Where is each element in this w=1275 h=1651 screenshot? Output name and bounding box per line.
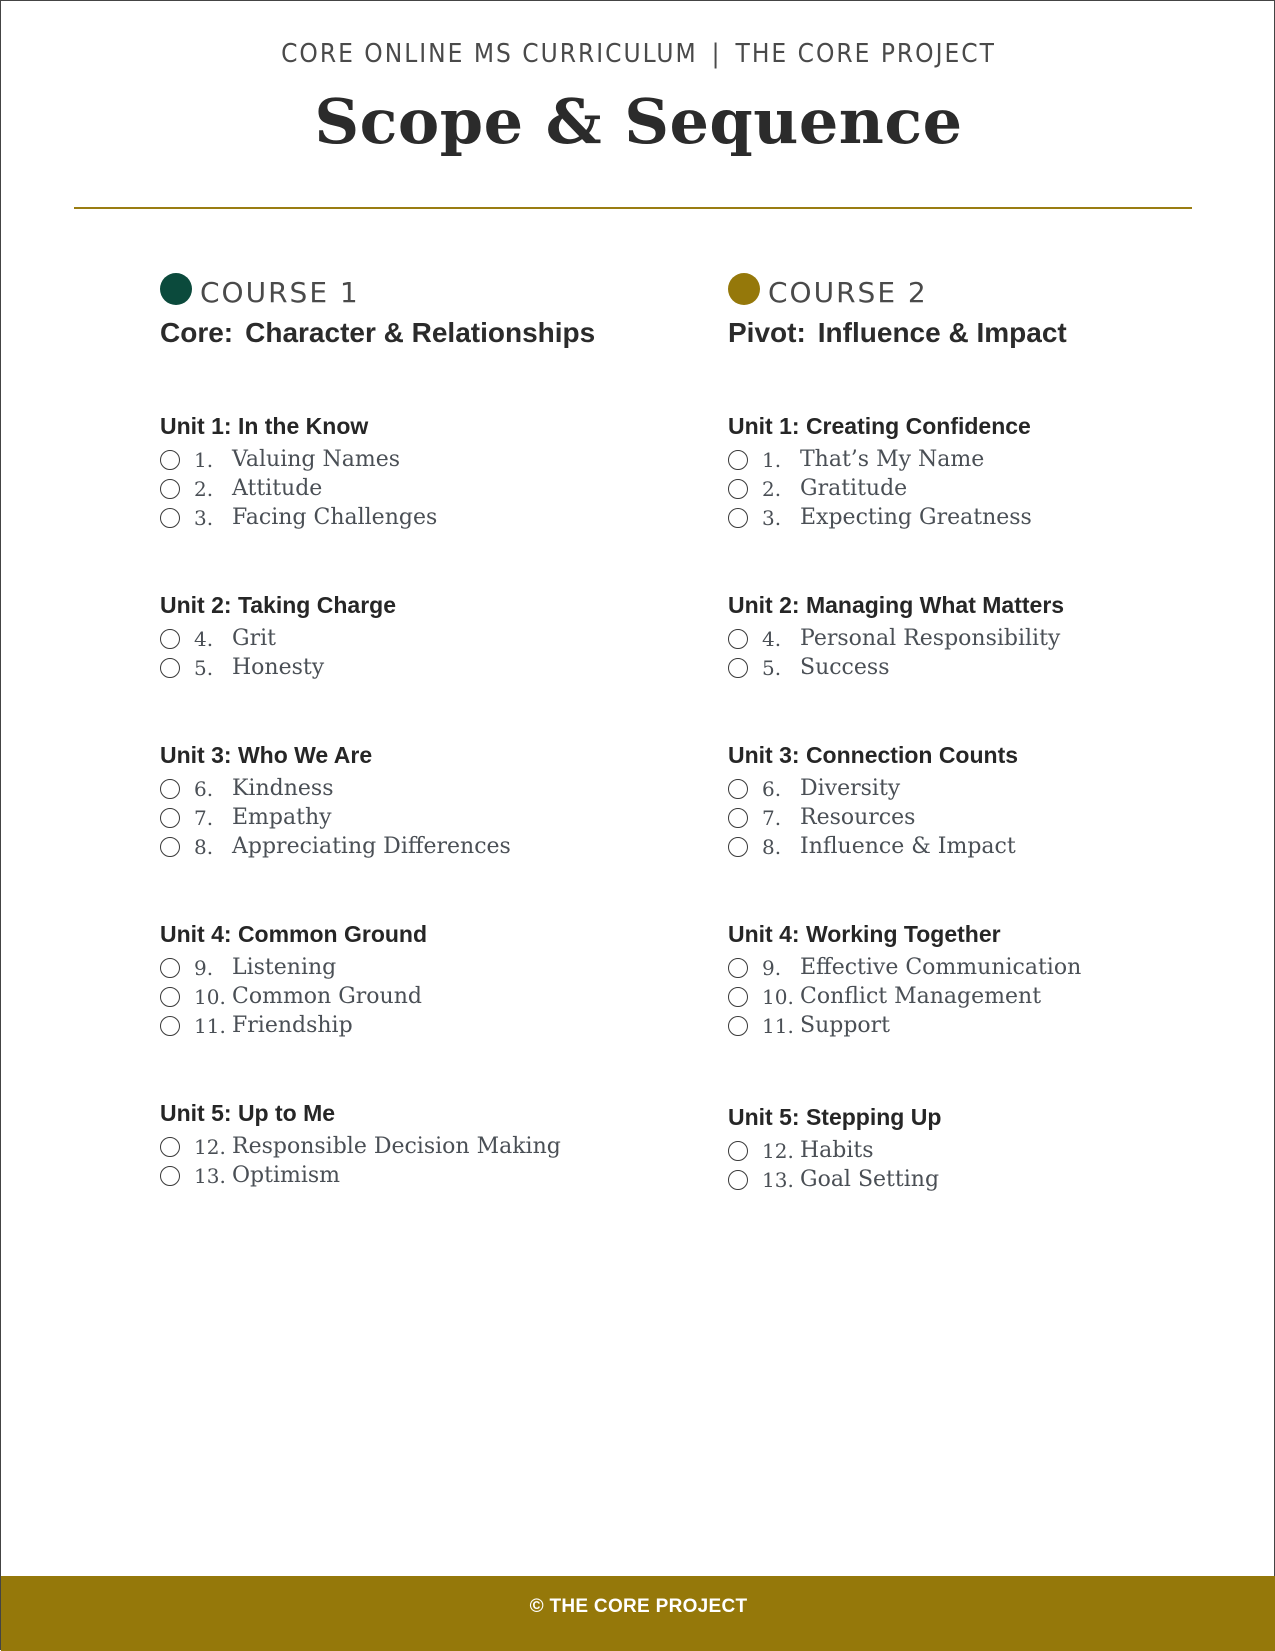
lesson-item[interactable] [160, 503, 720, 532]
lesson-title: Personal Responsibility [800, 626, 1061, 651]
lesson-number: 12. [762, 1138, 794, 1163]
unit-title: Unit 1: Creating Confidence [728, 413, 1031, 439]
lesson-number: 11. [194, 1013, 226, 1038]
lesson-number: 6. [194, 776, 214, 801]
course-1-prefix: Core: [160, 317, 234, 348]
lesson-item[interactable] [728, 474, 1275, 503]
lesson-title: Optimism [232, 1163, 341, 1188]
lesson-item[interactable] [160, 774, 720, 803]
checkbox-circle-icon[interactable] [728, 658, 748, 678]
unit-block [160, 411, 720, 532]
checkbox-circle-icon[interactable] [728, 629, 748, 649]
lesson-item[interactable] [160, 803, 720, 832]
course-2-heading [728, 269, 1275, 309]
unit-title: Unit 2: Taking Charge [160, 592, 396, 618]
lesson-title: Expecting Greatness [800, 505, 1032, 530]
course-1-column [160, 269, 720, 1188]
lesson-item[interactable] [160, 624, 720, 653]
lesson-item[interactable] [160, 1161, 720, 1190]
course-1-label: COURSE 1 [200, 275, 360, 309]
lesson-item[interactable] [160, 1132, 720, 1161]
lesson-title: Diversity [800, 776, 901, 801]
unit-block [728, 919, 1275, 1040]
lesson-item[interactable] [728, 624, 1275, 653]
header-divider [74, 207, 1192, 209]
checkbox-circle-icon[interactable] [160, 779, 180, 799]
footer-copyright: © THE CORE PROJECT [529, 1596, 748, 1617]
checkbox-circle-icon[interactable] [728, 808, 748, 828]
checkbox-circle-icon[interactable] [160, 450, 180, 470]
lesson-item[interactable] [160, 832, 720, 861]
unit-block [728, 590, 1275, 682]
unit-block [728, 740, 1275, 861]
page-header [1, 39, 1275, 69]
lesson-item[interactable] [160, 445, 720, 474]
checkbox-circle-icon[interactable] [160, 508, 180, 528]
lesson-title: Conflict Management [800, 984, 1042, 1009]
lesson-title: Empathy [232, 805, 332, 830]
lesson-title: Goal Setting [800, 1167, 940, 1192]
lesson-title: Kindness [232, 776, 334, 801]
checkbox-circle-icon[interactable] [160, 1137, 180, 1157]
course-2-column [728, 269, 1275, 1192]
lesson-number: 9. [762, 955, 782, 980]
unit-title: Unit 4: Working Together [728, 921, 1001, 947]
lesson-title: Friendship [232, 1013, 353, 1038]
lesson-title: Responsible Decision Making [232, 1134, 561, 1159]
lesson-number: 6. [762, 776, 782, 801]
unit-title: Unit 4: Common Ground [160, 921, 428, 947]
lesson-item[interactable] [728, 1165, 1275, 1194]
checkbox-circle-icon[interactable] [160, 658, 180, 678]
lesson-title: That’s My Name [800, 447, 985, 472]
lesson-item[interactable] [728, 832, 1275, 861]
lesson-title: Resources [800, 805, 916, 830]
lesson-title: Gratitude [800, 476, 908, 501]
unit-title: Unit 3: Connection Counts [728, 742, 1019, 768]
course-2-subtitle [728, 317, 1275, 349]
lesson-number: 12. [194, 1134, 226, 1159]
unit-block [160, 919, 720, 1040]
unit-block [728, 1102, 1275, 1194]
lesson-item[interactable] [728, 803, 1275, 832]
header-separator: | [711, 39, 722, 69]
unit-block [728, 411, 1275, 532]
lesson-title: Valuing Names [232, 447, 401, 472]
unit-title: Unit 1: In the Know [160, 413, 369, 439]
lesson-number: 2. [762, 476, 782, 501]
checkbox-circle-icon[interactable] [728, 1141, 748, 1161]
course-1-subtitle [160, 317, 720, 349]
footer-bar [1, 1576, 1275, 1651]
lesson-number: 9. [194, 955, 214, 980]
checkbox-circle-icon[interactable] [160, 958, 180, 978]
lesson-item[interactable] [160, 953, 720, 982]
lesson-number: 1. [194, 447, 214, 472]
lesson-item[interactable] [160, 653, 720, 682]
lesson-item[interactable] [160, 982, 720, 1011]
lesson-item[interactable] [160, 1011, 720, 1040]
unit-block [160, 590, 720, 682]
lesson-title: Appreciating Differences [232, 834, 511, 859]
unit-title: Unit 3: Who We Are [160, 742, 373, 768]
page-title: Scope & Sequence [314, 85, 963, 158]
unit-block [160, 740, 720, 861]
lesson-title: Habits [800, 1138, 874, 1163]
checkbox-circle-icon[interactable] [160, 808, 180, 828]
lesson-number: 3. [194, 505, 214, 530]
course-1-heading [160, 269, 720, 309]
checkbox-circle-icon[interactable] [728, 779, 748, 799]
lesson-number: 13. [194, 1163, 226, 1188]
lesson-title: Listening [232, 955, 337, 980]
checkbox-circle-icon[interactable] [728, 450, 748, 470]
lesson-title: Grit [232, 626, 276, 651]
checkbox-circle-icon[interactable] [160, 837, 180, 857]
lesson-title: Success [800, 655, 890, 680]
checkbox-circle-icon[interactable] [160, 1166, 180, 1186]
checkbox-circle-icon[interactable] [160, 987, 180, 1007]
lesson-item[interactable] [728, 774, 1275, 803]
lesson-title: Common Ground [232, 984, 422, 1009]
lesson-title: Facing Challenges [232, 505, 438, 530]
lesson-number: 11. [762, 1013, 794, 1038]
course-2-prefix: Pivot: [728, 317, 806, 348]
lesson-number: 13. [762, 1167, 794, 1192]
checkbox-circle-icon[interactable] [728, 508, 748, 528]
lesson-number: 1. [762, 447, 782, 472]
unit-title: Unit 5: Stepping Up [728, 1104, 942, 1130]
checkbox-circle-icon[interactable] [160, 629, 180, 649]
unit-block [160, 1098, 720, 1190]
lesson-item[interactable] [728, 1011, 1275, 1040]
lesson-title: Support [800, 1013, 891, 1038]
checkbox-circle-icon[interactable] [728, 1170, 748, 1190]
checkbox-circle-icon[interactable] [728, 837, 748, 857]
curriculum-name: CORE ONLINE MS CURRICULUM [281, 39, 698, 69]
lesson-number: 7. [194, 805, 214, 830]
lesson-item[interactable] [728, 982, 1275, 1011]
lesson-number: 4. [762, 626, 782, 651]
course-1-name: Character & Relationships [245, 317, 596, 348]
course-2-dot-icon [728, 273, 760, 305]
lesson-item[interactable] [728, 1136, 1275, 1165]
checkbox-circle-icon[interactable] [728, 1016, 748, 1036]
organization-name: THE CORE PROJECT [735, 39, 996, 69]
unit-title: Unit 2: Managing What Matters [728, 592, 1065, 618]
lesson-item[interactable] [728, 503, 1275, 532]
lesson-number: 7. [762, 805, 782, 830]
lesson-item[interactable] [160, 474, 720, 503]
course-2-name: Influence & Impact [817, 317, 1067, 348]
lesson-title: Effective Communication [800, 955, 1082, 980]
lesson-item[interactable] [728, 445, 1275, 474]
course-2-label: COURSE 2 [768, 275, 928, 309]
lesson-number: 5. [194, 655, 214, 680]
lesson-item[interactable] [728, 953, 1275, 982]
lesson-number: 10. [194, 984, 226, 1009]
checkbox-circle-icon[interactable] [160, 479, 180, 499]
lesson-number: 2. [194, 476, 214, 501]
lesson-number: 5. [762, 655, 782, 680]
lesson-title: Attitude [232, 476, 323, 501]
lesson-number: 3. [762, 505, 782, 530]
checkbox-circle-icon[interactable] [728, 987, 748, 1007]
lesson-item[interactable] [728, 653, 1275, 682]
lesson-number: 4. [194, 626, 214, 651]
lesson-title: Influence & Impact [800, 834, 1016, 859]
unit-title: Unit 5: Up to Me [160, 1100, 336, 1126]
checkbox-circle-icon[interactable] [728, 958, 748, 978]
lesson-title: Honesty [232, 655, 325, 680]
lesson-number: 10. [762, 984, 794, 1009]
lesson-number: 8. [762, 834, 782, 859]
checkbox-circle-icon[interactable] [728, 479, 748, 499]
lesson-number: 8. [194, 834, 214, 859]
checkbox-circle-icon[interactable] [160, 1016, 180, 1036]
course-1-dot-icon [160, 273, 192, 305]
